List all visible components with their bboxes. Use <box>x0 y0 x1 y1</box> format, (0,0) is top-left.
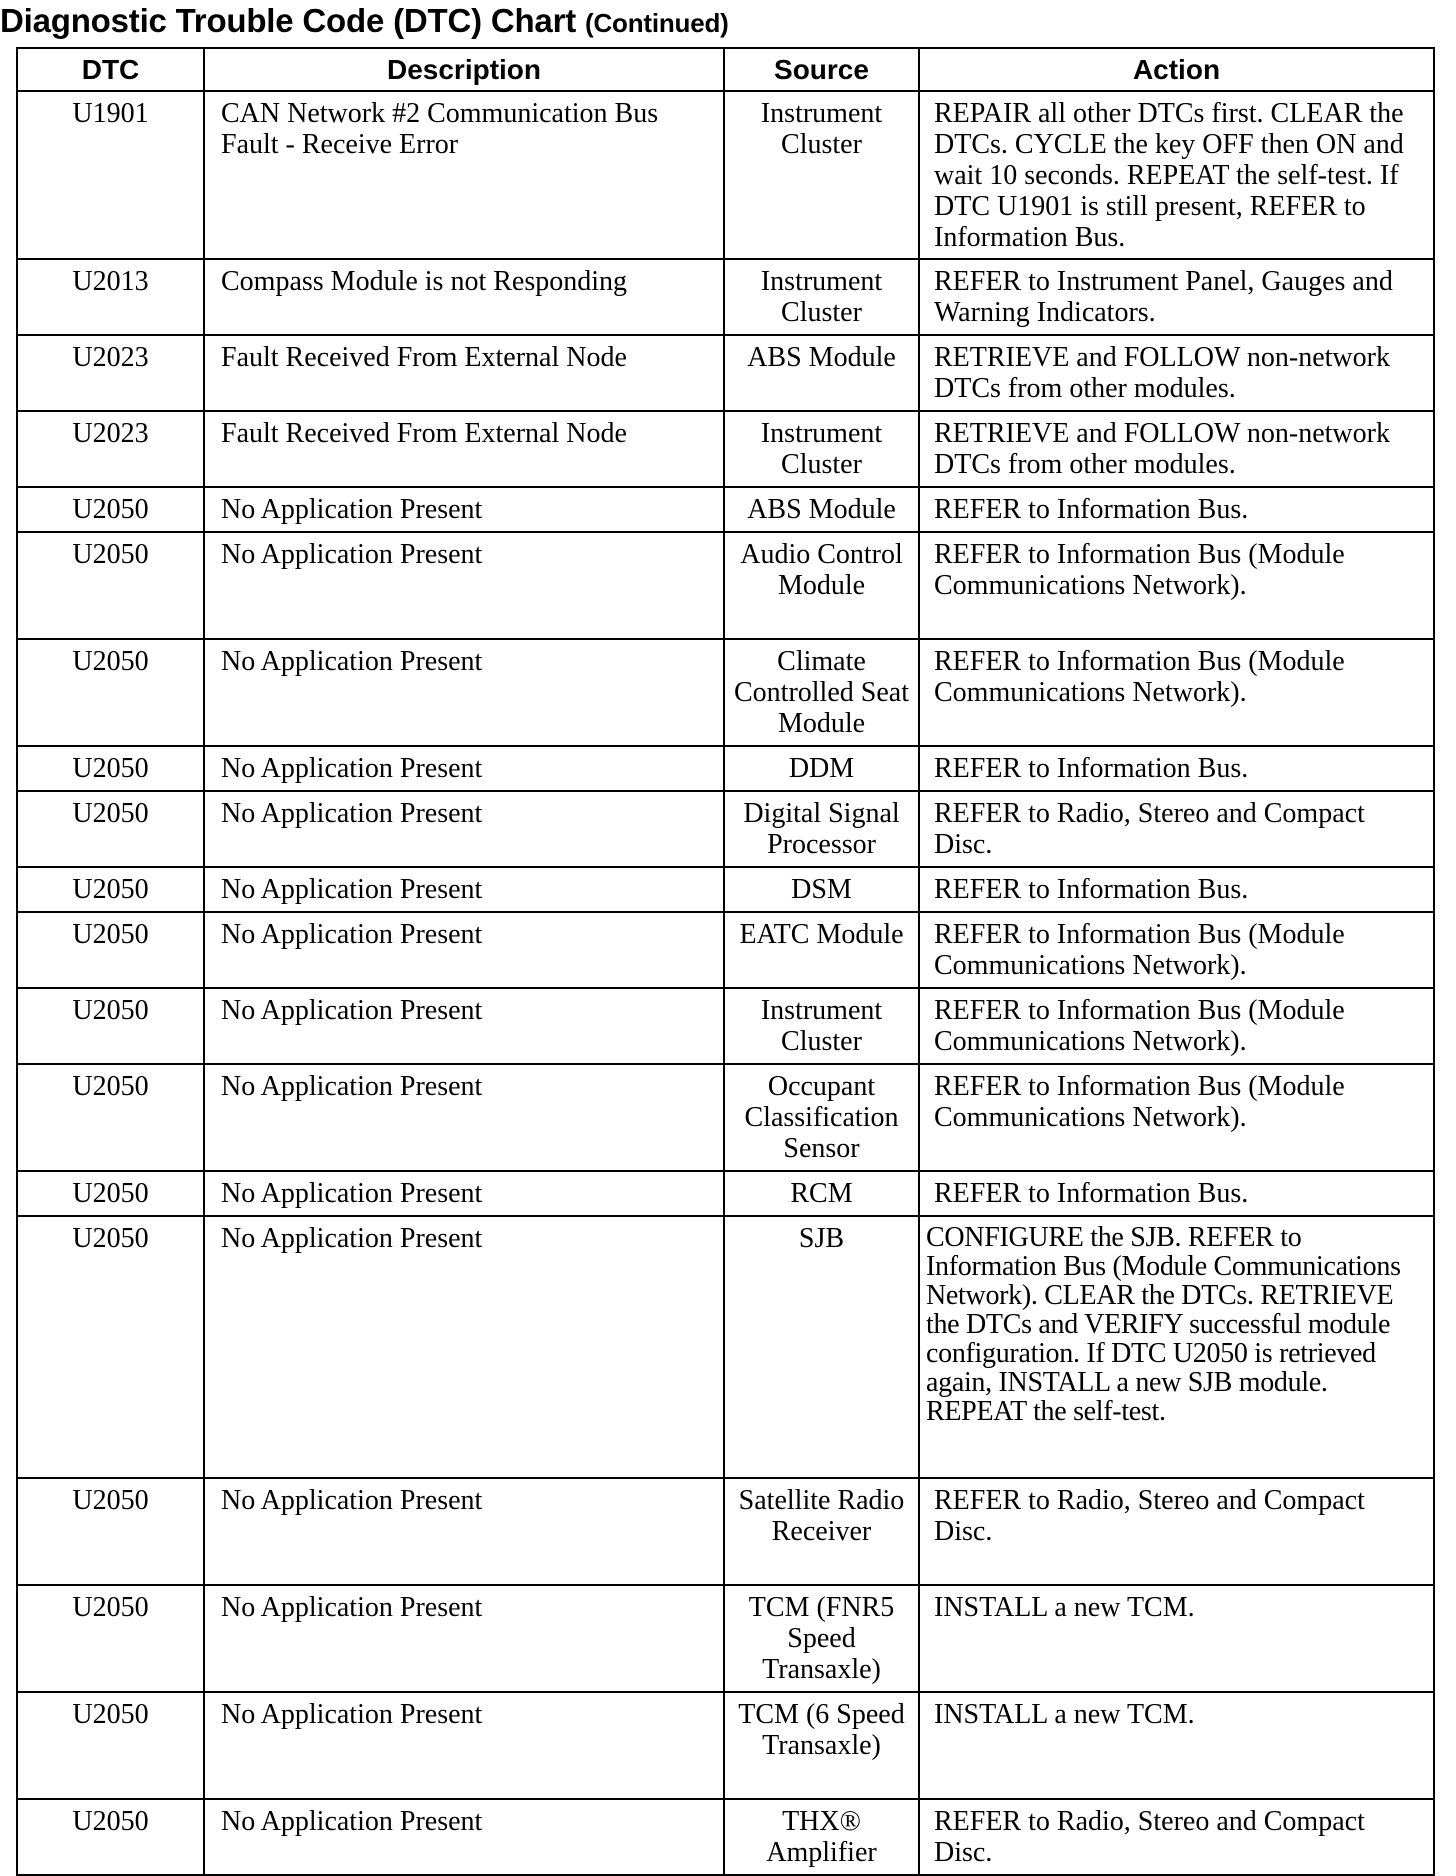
cell-description: No Application Present <box>204 912 724 988</box>
cell-source: TCM (FNR5 Speed Transaxle) <box>724 1585 919 1692</box>
cell-dtc: U2023 <box>17 335 204 411</box>
cell-description: No Application Present <box>204 791 724 867</box>
cell-source: ABS Module <box>724 335 919 411</box>
table-row <box>17 487 1434 532</box>
cell-description: No Application Present <box>204 746 724 791</box>
cell-action: REFER to Radio, Stereo and Compact Disc. <box>919 1799 1434 1875</box>
cell-action: REFER to Information Bus (Module Communications Network). <box>919 1064 1434 1171</box>
table-row <box>17 1216 1434 1478</box>
cell-action: CONFIGURE the SJB. REFER to Information Bus (Module Communications Network). CLEAR the DTCs. RETRIEVE the DTCs and VERIFY successful module configuration. If DTC U2050 is retrieved again, INSTALL a new SJB module. REPEAT the self-test. <box>919 1216 1434 1478</box>
cell-dtc: U2050 <box>17 1799 204 1875</box>
title-suffix: (Continued) <box>584 8 729 38</box>
cell-source: EATC Module <box>724 912 919 988</box>
table-row <box>17 1171 1434 1216</box>
cell-description: No Application Present <box>204 1585 724 1692</box>
cell-dtc: U2050 <box>17 487 204 532</box>
cell-dtc: U2050 <box>17 1692 204 1799</box>
cell-source: Instrument Cluster <box>724 988 919 1064</box>
cell-source: RCM <box>724 1171 919 1216</box>
cell-description: Fault Received From External Node <box>204 335 724 411</box>
cell-source: ABS Module <box>724 487 919 532</box>
cell-dtc: U2013 <box>17 259 204 335</box>
cell-action: INSTALL a new TCM. <box>919 1585 1434 1692</box>
cell-description: No Application Present <box>204 639 724 746</box>
page-title <box>0 2 729 40</box>
cell-description: No Application Present <box>204 1478 724 1585</box>
cell-action: RETRIEVE and FOLLOW non-network DTCs from other modules. <box>919 335 1434 411</box>
cell-dtc: U2050 <box>17 791 204 867</box>
cell-source: Satellite Radio Receiver <box>724 1478 919 1585</box>
table-row <box>17 532 1434 639</box>
cell-action: REFER to Instrument Panel, Gauges and Warning Indicators. <box>919 259 1434 335</box>
cell-source: DDM <box>724 746 919 791</box>
cell-description: No Application Present <box>204 988 724 1064</box>
cell-dtc: U2050 <box>17 912 204 988</box>
cell-action: REFER to Information Bus. <box>919 867 1434 912</box>
cell-source: Instrument Cluster <box>724 259 919 335</box>
header-dtc: DTC <box>17 48 204 91</box>
cell-action: REPAIR all other DTCs first. CLEAR the DTCs. CYCLE the key OFF then ON and wait 10 seconds. REPEAT the self-test. If DTC U1901 is still present, REFER to Information Bus. <box>919 91 1434 259</box>
cell-action: REFER to Information Bus (Module Communications Network). <box>919 639 1434 746</box>
cell-source: DSM <box>724 867 919 912</box>
cell-dtc: U2050 <box>17 639 204 746</box>
cell-source: THX® Amplifier <box>724 1799 919 1875</box>
cell-action: REFER to Information Bus (Module Communications Network). <box>919 988 1434 1064</box>
cell-source: Instrument Cluster <box>724 91 919 259</box>
table-row <box>17 1478 1434 1585</box>
cell-description: Compass Module is not Responding <box>204 259 724 335</box>
cell-source: Instrument Cluster <box>724 411 919 487</box>
cell-description: No Application Present <box>204 1799 724 1875</box>
cell-description: No Application Present <box>204 1216 724 1478</box>
table-row <box>17 91 1434 259</box>
cell-action: REFER to Information Bus (Module Communications Network). <box>919 912 1434 988</box>
table-row <box>17 867 1434 912</box>
cell-dtc: U2023 <box>17 411 204 487</box>
table-row <box>17 1692 1434 1799</box>
cell-dtc: U2050 <box>17 1478 204 1585</box>
cell-source: Digital Signal Processor <box>724 791 919 867</box>
cell-action: REFER to Information Bus (Module Communications Network). <box>919 532 1434 639</box>
cell-action: RETRIEVE and FOLLOW non-network DTCs from other modules. <box>919 411 1434 487</box>
cell-dtc: U2050 <box>17 988 204 1064</box>
cell-dtc: U2050 <box>17 867 204 912</box>
dtc-table <box>16 47 1435 1876</box>
cell-description: No Application Present <box>204 1171 724 1216</box>
cell-source: SJB <box>724 1216 919 1478</box>
cell-action: REFER to Information Bus. <box>919 746 1434 791</box>
table-row <box>17 639 1434 746</box>
cell-action: REFER to Information Bus. <box>919 1171 1434 1216</box>
cell-dtc: U2050 <box>17 746 204 791</box>
cell-description: CAN Network #2 Communication Bus Fault - Receive Error <box>204 91 724 259</box>
table-row <box>17 912 1434 988</box>
cell-description: No Application Present <box>204 867 724 912</box>
cell-action: REFER to Radio, Stereo and Compact Disc. <box>919 1478 1434 1585</box>
table-row <box>17 335 1434 411</box>
table-row <box>17 988 1434 1064</box>
cell-action: REFER to Information Bus. <box>919 487 1434 532</box>
title-main: Diagnostic Trouble Code (DTC) Chart <box>0 2 577 39</box>
header-action: Action <box>919 48 1434 91</box>
cell-description: No Application Present <box>204 532 724 639</box>
header-row <box>17 48 1434 91</box>
table-row <box>17 1064 1434 1171</box>
cell-source: Audio Control Module <box>724 532 919 639</box>
cell-description: No Application Present <box>204 1692 724 1799</box>
cell-description: No Application Present <box>204 487 724 532</box>
cell-action: REFER to Radio, Stereo and Compact Disc. <box>919 791 1434 867</box>
cell-action: INSTALL a new TCM. <box>919 1692 1434 1799</box>
table-row <box>17 1585 1434 1692</box>
cell-dtc: U2050 <box>17 1585 204 1692</box>
header-source: Source <box>724 48 919 91</box>
cell-source: Climate Controlled Seat Module <box>724 639 919 746</box>
cell-description: No Application Present <box>204 1064 724 1171</box>
cell-dtc: U2050 <box>17 532 204 639</box>
cell-dtc: U1901 <box>17 91 204 259</box>
table-row <box>17 1799 1434 1875</box>
cell-dtc: U2050 <box>17 1216 204 1478</box>
cell-source: TCM (6 Speed Transaxle) <box>724 1692 919 1799</box>
cell-source: Occupant Classification Sensor <box>724 1064 919 1171</box>
header-description: Description <box>204 48 724 91</box>
cell-dtc: U2050 <box>17 1171 204 1216</box>
table-row <box>17 746 1434 791</box>
cell-description: Fault Received From External Node <box>204 411 724 487</box>
table-row <box>17 411 1434 487</box>
cell-dtc: U2050 <box>17 1064 204 1171</box>
table-row <box>17 791 1434 867</box>
table-row <box>17 259 1434 335</box>
